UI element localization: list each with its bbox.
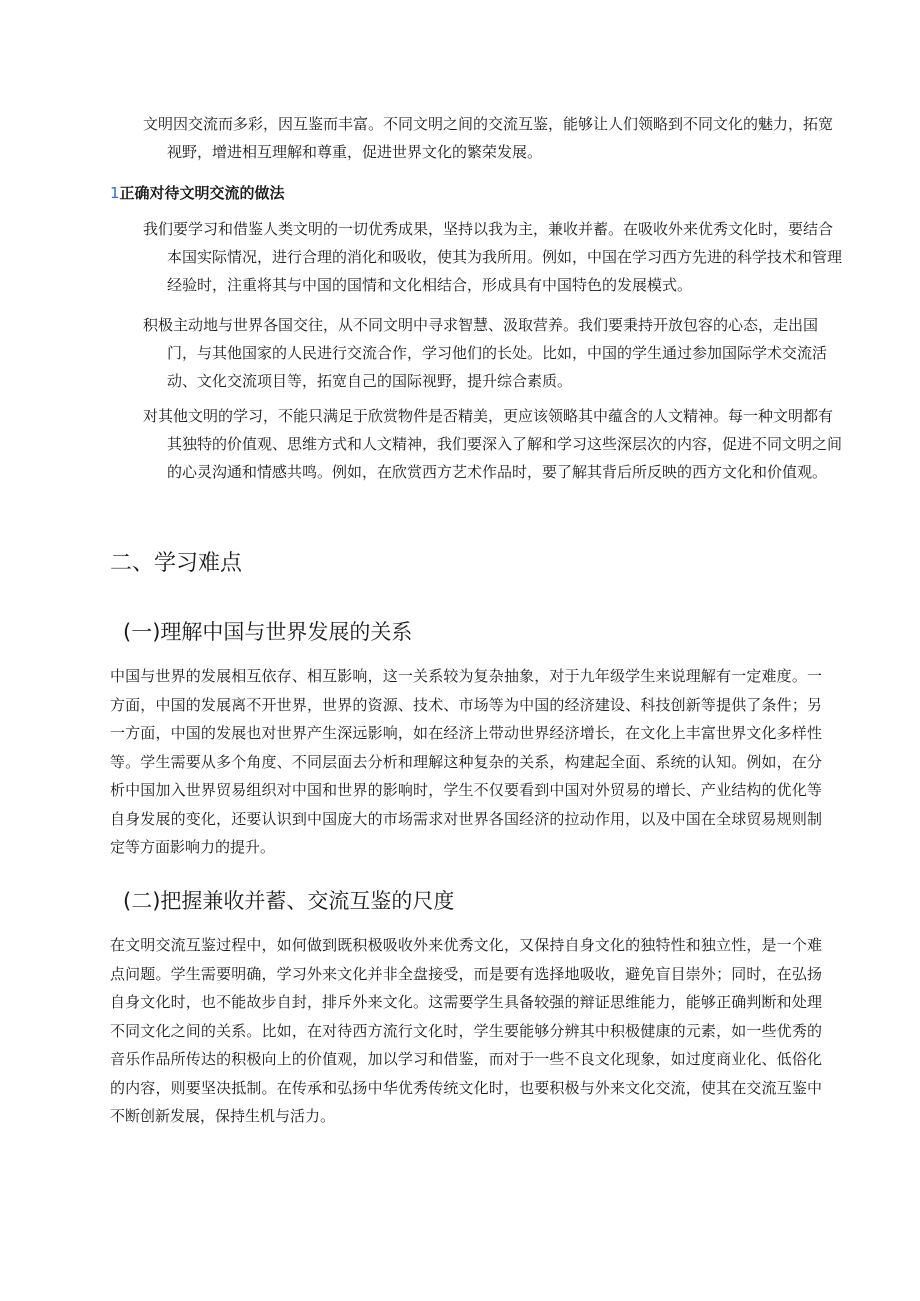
section-title: 正确对待文明交流的做法 — [119, 184, 285, 202]
chapter-title: 二、学习难点 — [110, 551, 243, 576]
subsection-title-2: (二)把握兼收并蓄、交流互鉴的尺度 — [123, 889, 455, 913]
section-heading — [110, 181, 285, 205]
subsection-body-1: 中国与世界的发展相互依存、相互影响，这一关系较为复杂抽象，对于九年级学生来说理解有一定难度。一方面，中国的发展离不开世界，世界的资源、技术、市场等为中国的经济建设、科技创新等提供了条件；另一方面，中国的发展也对世界产生深远影响，如在经济上带动世界经济增长，在文化上丰富世界文化多样性等。学生需要从多个角度、不同层面去分析和理解这种复杂的关系，构建起全面、系统的认知。例如，在分析中国加入世界贸易组织对中国和世界的影响时，学生不仅要看到中国对外贸易的增长、产业结构的优化等自身发展的变化，还要认识到中国庞大的市场需求对世界各国经济的拉动作用，以及中国在全球贸易规则制定等方面影响力的提升。 — [110, 667, 822, 856]
section-number: 1 — [110, 184, 120, 202]
intro-paragraph: 文明因交流而多彩，因互鉴而丰富。不同文明之间的交流互鉴，能够让人们领略到不同文化的魅力，拓宽视野，增进相互理解和尊重，促进世界文化的繁荣发展。 — [143, 115, 834, 161]
subsection-title-1: (一)理解中国与世界发展的关系 — [123, 620, 413, 644]
subsection-body-2: 在文明交流互鉴过程中，如何做到既积极吸收外来优秀文化，又保持自身文化的独特性和独立性，是一个难点问题。学生需要明确，学习外来文化并非全盘接受，而是要有选择地吸收，避免盲目崇外；同时，在弘扬自身文化时，也不能故步自封，排斥外来文化。这需要学生具备较强的辩证思维能力，能够正确判断和处理不同文化之间的关系。比如，在对待西方流行文化时，学生要能够分辨其中积极健康的元素，如一些优秀的音乐作品所传达的积极向上的价值观，加以学习和借鉴，而对于一些不良文化现象，如过度商业化、低俗化的内容，则要坚决抵制。在传承和弘扬中华优秀传统文化时，也要积极与外来文化交流，使其在交流互鉴中不断创新发展，保持生机与活力。 — [110, 936, 822, 1125]
list-item: 对其他文明的学习，不能只满足于欣赏物件是否精美，更应该领略其中蕴含的人文精神。每一种文明都有其独特的价值观、思维方式和人文精神，我们要深入了解和学习这些深层次的内容，促进不同文明之间的心灵沟通和情感共鸣。例如，在欣赏西方艺术作品时，要了解其背后所反映的西方文化和价值观。 — [143, 407, 843, 481]
list-item: 积极主动地与世界各国交往，从不同文明中寻求智慧、汲取营养。我们要秉持开放包容的心态，走出国门，与其他国家的人民进行交流合作，学习他们的长处。比如，中国的学生通过参加国际学术交流活动、文化交流项目等，拓宽自己的国际视野，提升综合素质。 — [143, 316, 828, 390]
list-item: 我们要学习和借鉴人类文明的一切优秀成果，坚持以我为主，兼收并蓄。在吸收外来优秀文化时，要结合本国实际情况，进行合理的消化和吸收，使其为我所用。例如，中国在学习西方先进的科学技术和管理经验时，注重将其与中国的国情和文化相结合，形成具有中国特色的发展模式。 — [143, 220, 843, 294]
